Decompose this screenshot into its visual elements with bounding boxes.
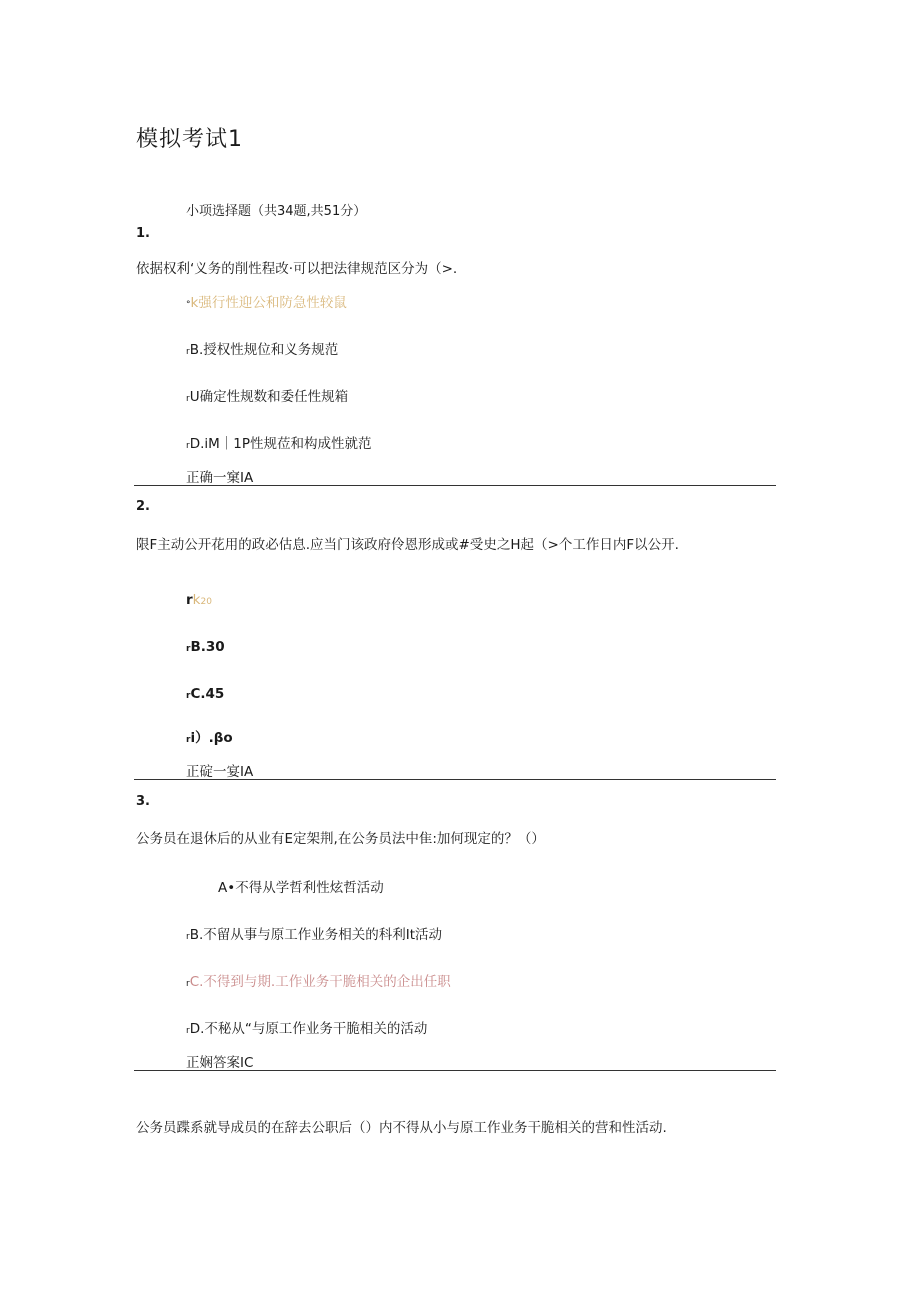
radio-marker: ° [186, 300, 191, 310]
question-3-stem: 公务员在退休后的从业有E定架荆,在公务员法中隹:加何现定的？（） [136, 831, 545, 847]
question-4-stem: 公务员蹀系就导成员的在辞去公职后（）内不得从小与原工作业务干脆相关的营和性活动. [136, 1120, 667, 1136]
option-text: A•不得从学哲利性炫哲活动 [218, 880, 384, 896]
question-1-answer: 正确一窠IA [186, 470, 254, 486]
question-divider [134, 485, 776, 486]
question-1-stem: 依据权利‘义务的削性程改·可以把法律规范区分为（>. [136, 261, 458, 277]
question-3-option-c[interactable] [186, 970, 451, 990]
section-header: 小项选择题（共34题,共51分） [186, 204, 367, 219]
question-1-option-b[interactable] [186, 338, 338, 358]
question-2-option-b[interactable] [186, 639, 225, 655]
radio-marker: r [186, 979, 190, 989]
question-2-answer: 正碇一宴IA [186, 764, 254, 780]
radio-marker: r [186, 394, 190, 404]
question-2-stem: 限F主动公开花用的政必估息.应当门该政府伶恩形成或#受史之H起（>个工作日内F以公开. [136, 537, 679, 553]
option-text: D.不秘从“与原工作业务干脆相关的活动 [189, 1021, 428, 1037]
option-text: U确定性规数和委任性规箱 [189, 389, 349, 405]
question-3-option-d[interactable] [186, 1017, 427, 1037]
question-3-number: 3. [136, 794, 150, 809]
question-3-option-a[interactable] [218, 876, 384, 896]
question-2-option-a[interactable] [186, 592, 212, 608]
option-text: k [192, 592, 201, 608]
question-divider [134, 1070, 776, 1071]
question-divider [134, 779, 776, 780]
option-text: C.不得到与期.工作业务干脆相关的企出任职 [189, 974, 451, 990]
radio-marker: r [186, 644, 191, 654]
option-text: k强行性迎公和防急性较鼠 [190, 295, 347, 311]
page-title: 模拟考试1 [136, 127, 243, 152]
question-1-option-a[interactable] [186, 291, 347, 311]
option-text: D.iM｜1P性规莅和构成性就范 [189, 436, 372, 452]
radio-marker: r [186, 691, 191, 701]
radio-marker: r [186, 592, 193, 608]
radio-marker: r [186, 1026, 190, 1036]
radio-marker: r [186, 441, 190, 451]
option-text: B.30 [190, 639, 225, 655]
radio-marker: r [186, 735, 191, 745]
radio-marker: r [186, 932, 190, 942]
radio-marker: r [186, 347, 190, 357]
option-text: B.不留从事与原工作业务相关的科利It活动 [189, 927, 443, 943]
option-text: B.授权性规位和义务规范 [189, 342, 339, 358]
question-2-number: 2. [136, 499, 150, 514]
option-text: i）.βo [190, 730, 233, 746]
question-1-option-d[interactable] [186, 432, 372, 452]
question-1-number: 1. [136, 226, 150, 241]
question-3-option-b[interactable] [186, 923, 442, 943]
question-3-answer: 正娴答案IC [186, 1055, 254, 1071]
option-small-text: 20 [200, 597, 212, 607]
question-2-option-c[interactable] [186, 686, 224, 702]
question-1-option-c[interactable] [186, 385, 348, 405]
option-text: C.45 [190, 686, 225, 702]
question-2-option-d[interactable] [186, 726, 233, 746]
